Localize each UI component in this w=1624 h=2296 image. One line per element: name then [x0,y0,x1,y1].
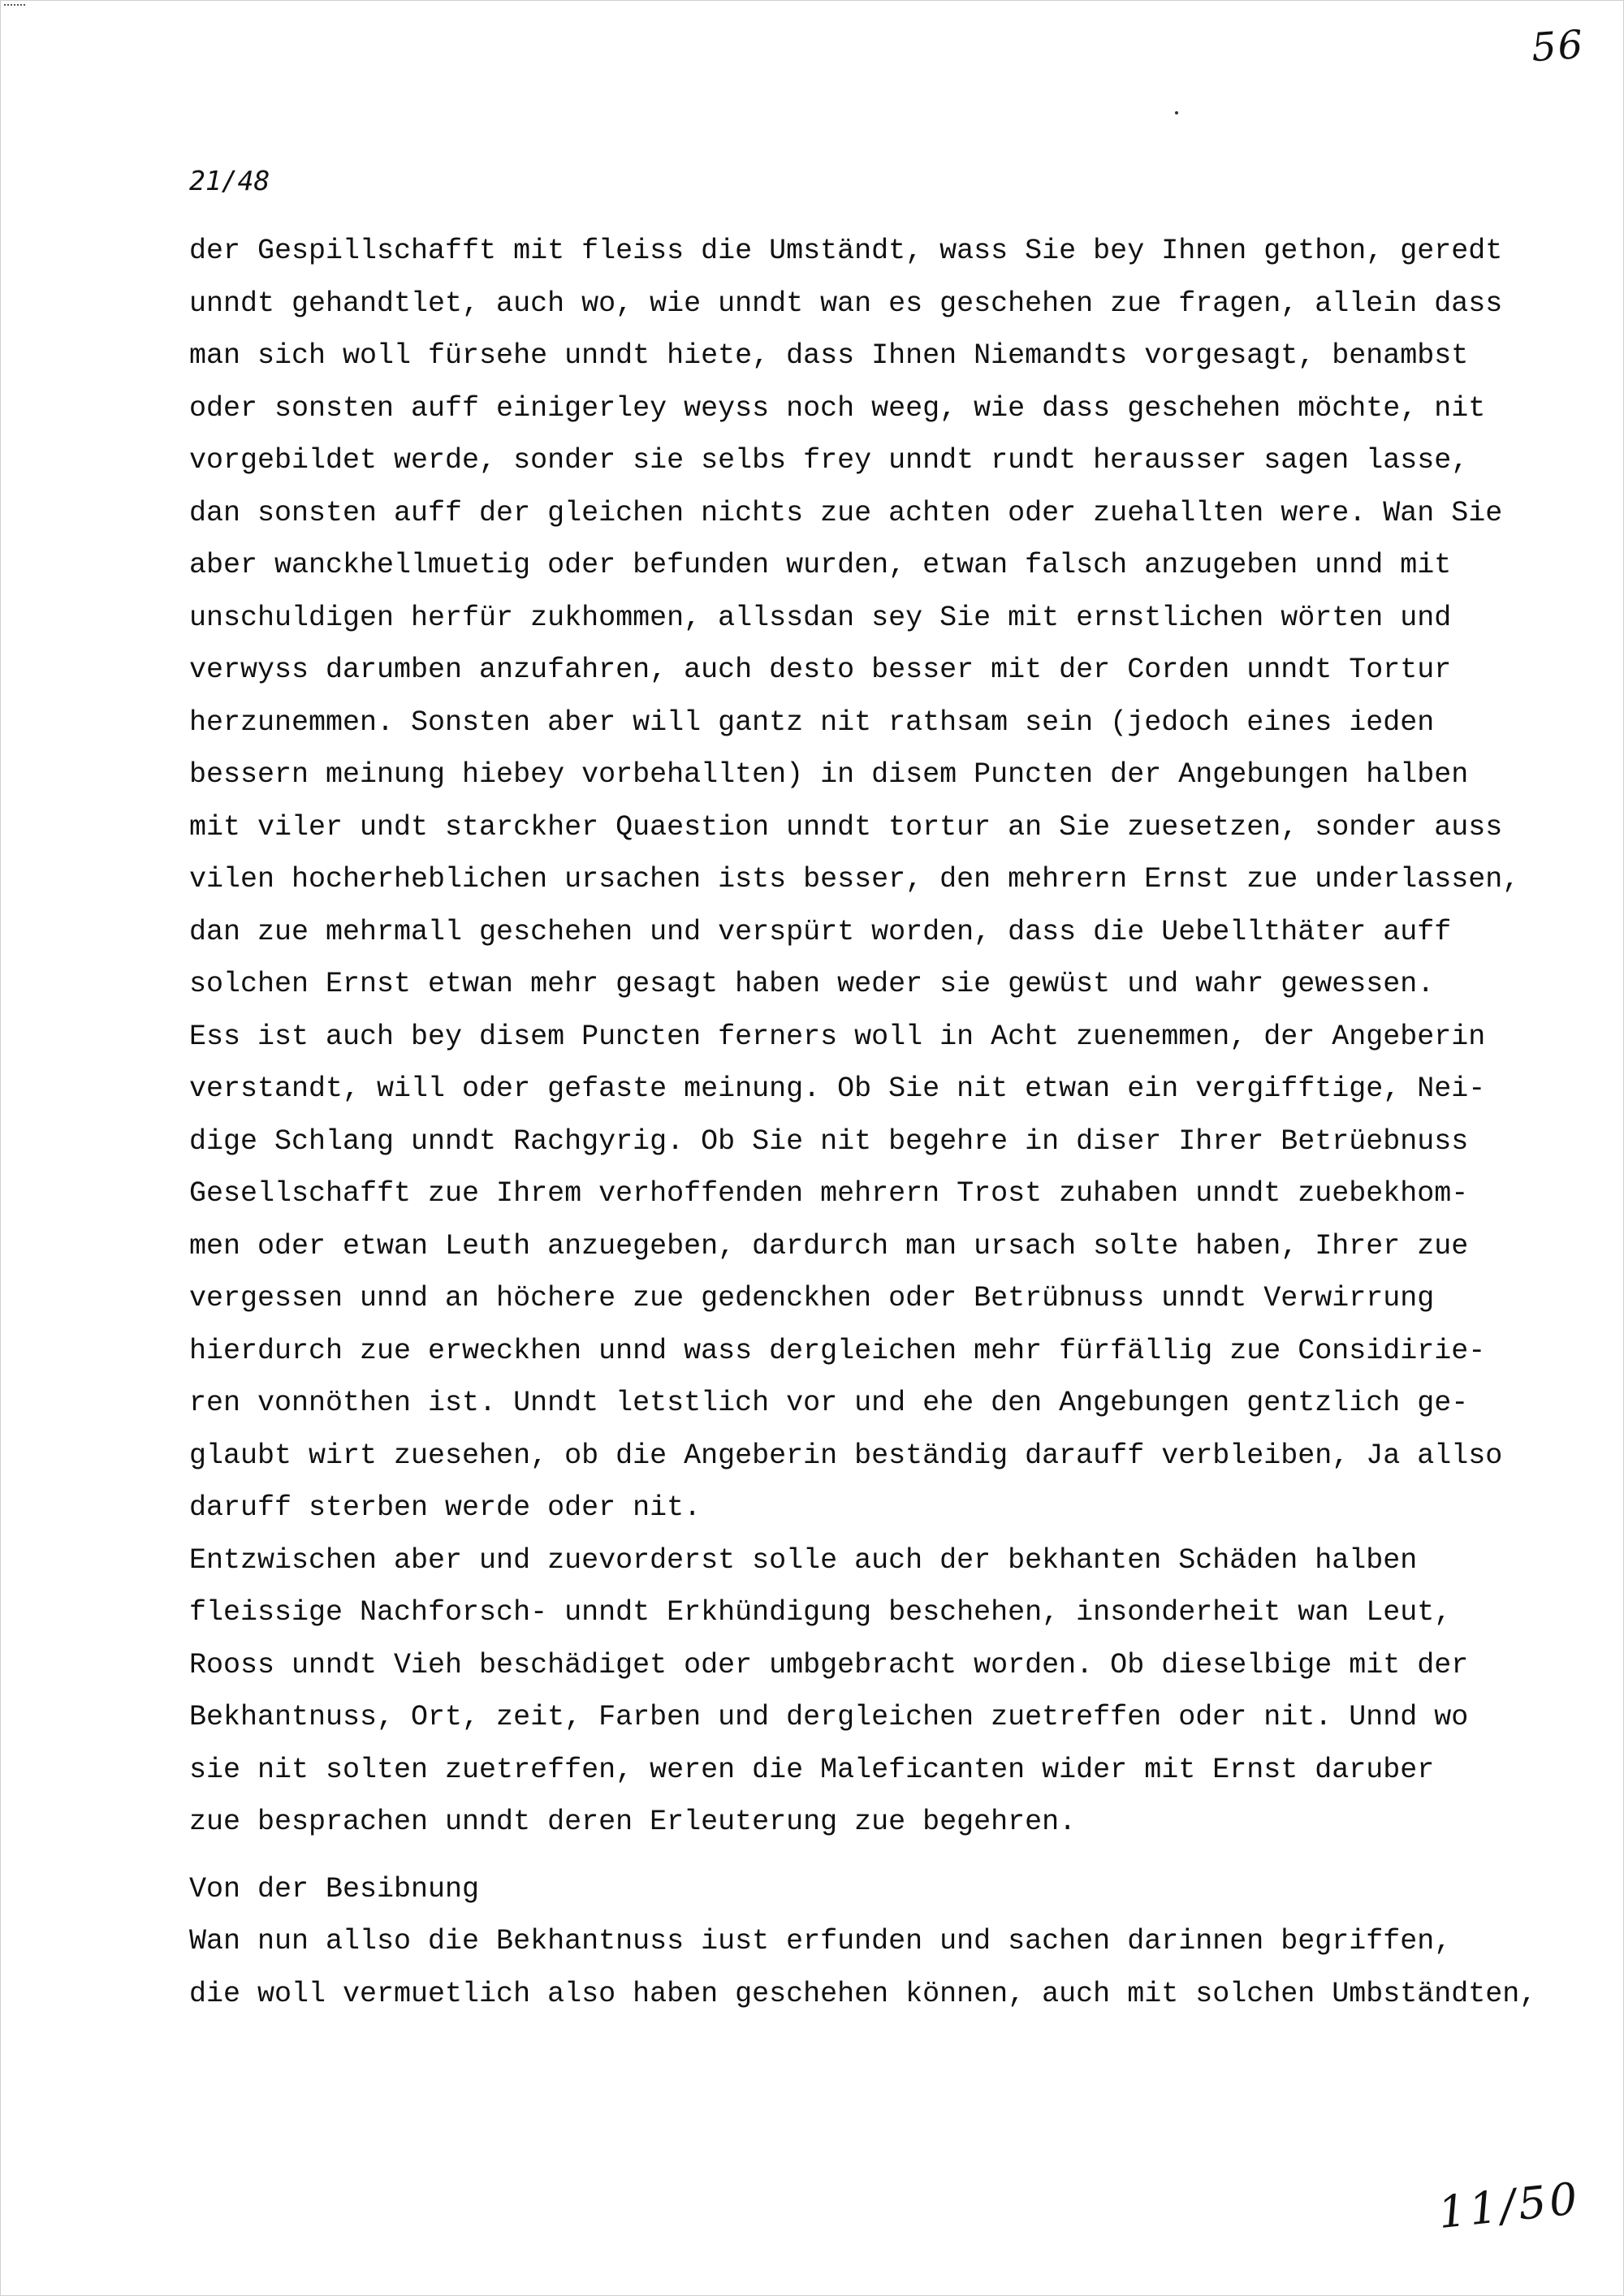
text-line: verstandt, will oder gefaste meinung. Ob Sie nit etwan ein vergifftige, Nei- [189,1072,1486,1105]
text-line: men oder etwan Leuth anzuegeben, dardurch man ursach solte haben, Ihrer zue [189,1229,1469,1262]
text-line: der Gespillschafft mit fleiss die Umständt, wass Sie bey Ihnen gethon, geredt [189,235,1503,267]
text-line: Gesellschafft zue Ihrem verhoffenden mehrern Trost zuhaben unndt zuebekhom- [189,1177,1469,1210]
text-line: man sich woll fürsehe unndt hiete, dass Ihnen Niemandts vorgesagt, benambst [189,339,1469,372]
text-line: die woll vermuetlich also haben geschehen können, auch mit solchen Umbständten, [189,1977,1537,2010]
text-line: hierdurch zue erweckhen unnd wass dergleichen mehr fürfällig zue Considirie- [189,1334,1486,1367]
text-line: unschuldigen herfür zukhommen, allssdan sey Sie mit ernstlichen wörten und [189,601,1452,634]
text-line: vilen hocherheblichen ursachen ists besser, den mehrern Ernst zue underlassen, [189,863,1520,896]
text-line: ren vonnöthen ist. Unndt letstlich vor und ehe den Angebungen gentzlich ge- [189,1387,1469,1419]
text-line: Ess ist auch bey disem Puncten ferners woll in Acht zuenemmen, der Angeberin [189,1020,1486,1053]
section [189,1863,1537,2021]
text-line: dan sonsten auff der gleichen nichts zue achten oder zuehallten were. Wan Sie [189,496,1503,529]
folio-number-bottom: 11/50 [1436,2172,1583,2239]
text-line: zue besprachen unndt deren Erleuterung zue begehren. [189,1806,1077,1838]
document-reference: 21/48 [189,165,270,196]
text-line: fleissige Nachforsch- unndt Erkhündigung beschehen, insonderheit wan Leut, [189,1596,1452,1629]
folio-number-top: 56 [1530,21,1586,71]
corner-mark [4,4,25,7]
text-line: glaubt wirt zuesehen, ob die Angeberin beständig darauff verbleiben, Ja allso [189,1439,1503,1472]
paragraph [189,225,1520,1011]
text-line: herzunemmen. Sonsten aber will gantz nit rathsam sein (jedoch eines ieden [189,706,1435,739]
text-line: oder sonsten auff einigerley weyss noch weeg, wie dass geschehen möchte, nit [189,391,1486,425]
text-line: vergessen unnd an höchere zue gedenckhen oder Betrübnuss unndt Verwirrung [189,1282,1435,1314]
text-line: vorgebildet werde, sonder sie selbs frey unndt rundt herausser sagen lasse, [189,444,1469,477]
text-line: dan zue mehrmall geschehen und verspürt worden, dass die Uebellthäter auff [189,915,1452,948]
text-line: Bekhantnuss, Ort, zeit, Farben und dergleichen zuetreffen oder nit. Unnd wo [189,1701,1469,1733]
text-line: Wan nun allso die Bekhantnuss iust erfunden und sachen darinnen begriffen, [189,1925,1452,1957]
paragraph [189,1011,1503,1534]
text-line: dige Schlang unndt Rachgyrig. Ob Sie nit begehre in diser Ihrer Betrüebnuss [189,1124,1469,1158]
text-line: daruff sterben werde oder nit. [189,1491,702,1524]
text-line: mit viler undt starckher Quaestion unndt tortur an Sie zuesetzen, sonder auss [189,810,1503,844]
text-line: verwyss darumben anzufahren, auch desto besser mit der Corden unndt Tortur [189,654,1452,686]
text-line: sie nit solten zuetreffen, weren die Maleficanten wider mit Ernst daruber [189,1753,1435,1786]
text-line: solchen Ernst etwan mehr gesagt haben weder sie gewüst und wahr gewessen. [189,968,1435,1000]
text-line: Rooss unndt Vieh beschädiget oder umbgebracht worden. Ob dieselbige mit der [189,1648,1469,1681]
body-text [189,225,1537,2020]
text-line: unndt gehandtlet, auch wo, wie unndt wan es geschehen zue fragen, allein dass [189,287,1503,320]
ink-dot [1175,111,1178,114]
text-line: bessern meinung hiebey vorbehallten) in disem Puncten der Angebungen halben [189,758,1469,791]
text-line: aber wanckhellmuetig oder befunden wurden, etwan falsch anzugeben unnd mit [189,549,1452,581]
paragraph [189,1534,1488,1849]
section-heading: Von der Besibnung [189,1872,480,1905]
text-line: Entzwischen aber und zuevorderst solle auch der bekhanten Schäden halben [189,1543,1418,1577]
